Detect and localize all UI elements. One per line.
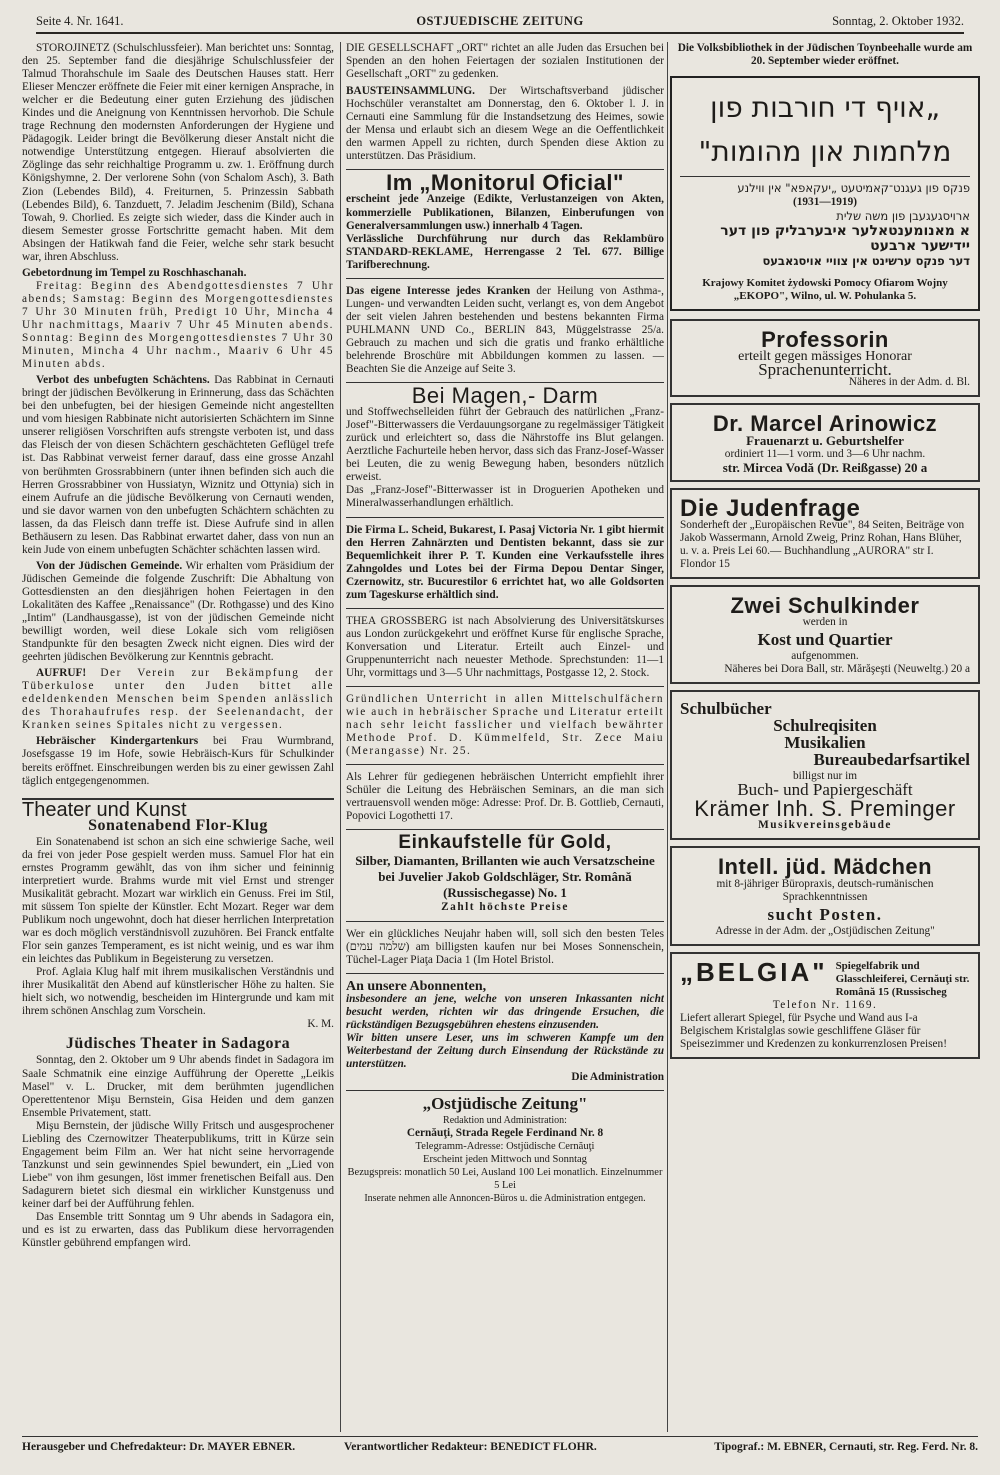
ad-line: werden in <box>802 615 848 628</box>
article-body: Das Rabbinat in Cernauti bringt der jüdischen Bevölkerung in Erinnerung, dass das Schächten bei den unbefugten, bei der hiesigen Gemeinde nicht angestellten und vom hiesigen Rabbinate nicht autorisierten Schächtern im Sinne unserer religiösen Vorschriften aufs strengste verboten ist, und dass das Fleisch der von diesen Schächtern geschächteten Geflügel trefe ist. Das Rabbinat verweist ferner darauf, dass eine grosse Anzahl von berühmten Grossrabbinern (unter ihnen befinden sich auch die Herren Grossrabbiner von Hussiatyn, Wiznitz und Ottynia) sich in einem Aufrufe an die jüdische Bevölkerung von Cernauti wenden, und sie davor warnen von den unbefugten Schächtern schächten zu lassen, da das Fleisch dann treffe ist. Diese Aufrufe sind in allen Bethäusern zu lesen. Das Rabbinat erwartet daher, dass von nun an kein Jude von einem unbefugten Schächter schächten lassen wird. <box>22 374 334 556</box>
page-number: Seite 4. Nr. 1641. <box>36 14 124 28</box>
ad-line: Frauenarzt u. Geburtshelfer <box>746 433 904 449</box>
ad-body: der Heilung von Asthma-, Lungen- und verwandten Leiden sucht, verlangt es, von dem Angebot der seit vielen Jahren bestehenden und bestens bekannten Firma PUHLMANN UND Co., BERLIN 843, Müggelstrasse 25/a. Gebrauch zu machen und sich die gratis und franko erhältliche belehrende Broschüre mit Abbildungen kommen zu lassen. — Beachten Sie die Anzeige auf Seite 3. <box>346 284 664 376</box>
hebrew-line: פנקס פון געגנט־קאמיטעט „יעקאפא" אין ווילנע <box>737 181 970 196</box>
ad-belgia <box>670 952 980 1059</box>
article-body: Ein Sonatenabend ist schon an sich eine schwierige Sache, weil da frei von jeder Pose gespielt werden muss. Samuel Flor hat ein ernstes Programm gewählt, das von ihm sicher und feininnig interpretiert wurde. Brahms wurde mit viel Ernst und strenger Musikalität gebracht. Mozart war wirklich ein Genuss. Frei im Stil, mit süssem Ton spielte der Künstler. Echt Mozart. Reger war dem Publikum noch ungewohnt, doch hat dieser herrlichen Interpretation war es doch möglich verständnisvoll zuzuhören. Bei Franck entfalte Flor sein ganzes Temperament, es ist nicht weinig, und es war ihm ein leichtes das Publikum in Begeisterung zu versetzen. <box>22 835 334 966</box>
ad-arinowicz <box>670 403 980 481</box>
article-body: Mişu Bernstein, der jüdische Willy Fritsch und ausgesprochener Liebling des Czernowitzer Theaterpublikums, tritt in Kürze sein Engagement beim Film an. Wer hat nicht seine hervorragende Tanzkunst und sein gewinnendes Spiel bewundert, ein „Lied von Liebe" von ihm gesungen, löst immer frenetischen Beifall aus. Den Sadagurern bietet sich diesmal ein wirklicher Kunstgenuss und keiner darf bei der Aufführung fehlen. <box>22 1119 334 1210</box>
ad-body: und Stoffwechselleiden führt der Gebrauch des natürlichen „Franz-Josef"-Bitterwassers die Verdauungsorgane zu regelmässiger Tätigkeit zurück und erleichtert so, dass die Nährstoffe ins Blut gelangen. Aerztliche Fachurteile heben hervor, dass sich das Franz-Josef-Wasser bei Leuten, die zu wenig Bewegung haben, besonders nützlich erweist. <box>346 406 664 484</box>
article-body: Der Verein zur Bekämpfung der Tüberkulose unter den Juden bittet alle edeldenkenden Menschen beim Spenden anlässlich des Thorahaufrufes resp. der Seelenandacht, der Kranken seines Spitales nicht zu vergessen. <box>22 667 334 732</box>
ad-line: Musikvereinsgebäude <box>758 819 892 832</box>
ad-heading: Das eigene Interesse jedes Kranken <box>346 284 531 297</box>
article-heading: AUFRUF! <box>36 667 87 680</box>
ad-line: aufgenommen. <box>791 649 859 662</box>
ad-line: str. Mircea Vodă (Dr. Reißgasse) 20 a <box>722 459 928 475</box>
article-body: Sonntag, den 2. Oktober um 9 Uhr abends findet in Sadagora im Saale Schmatnik eine einzige Aufführung der Operette „Leikis Masel" v. L. Drucker, mit dem berühmten jugendlichen Operettentenor Mişu Bernstein, Gisa Heiden und dem ganzen Ensemble Privatement, statt. <box>22 1054 334 1119</box>
hebrew-line: א מאנומענטאלער איבערבליק פון דער יידישער ארבעט <box>720 223 970 255</box>
column-1 <box>22 42 334 1434</box>
signature: K. M. <box>307 1018 334 1031</box>
ad-title: Professorin <box>761 327 889 353</box>
article-title: Jüdisches Theater in Sadagora <box>65 1035 291 1053</box>
ad-title: Einkaufstelle für Gold, <box>398 832 612 854</box>
signature: Das Präsidium. <box>406 150 476 163</box>
ad-body: Die Firma L. Scheid, Bukarest, I. Pasaj Victoria Nr. 1 gibt hiermit den Herren Zahnärzten und Dentisten bekannt, dass sie zur Bequemlichkeit ihrer P. T. Kunden eine Verkaufsstelle ihres Zahngoldes und Lotes bei der Firma Depou Dentar Singer, Czernowitz, str. Bucurestilor 6 errichtet hat, wo alle Goldsorten zum Tageskurse erhältlich sind. <box>346 523 664 601</box>
issue-date: Sonntag, 2. Oktober 1932. <box>832 14 964 28</box>
section-heading: Theater und Kunst <box>22 798 334 817</box>
article-body: Das Ensemble tritt Sonntag um 9 Uhr abends in Sadagora ein, und es ist zu erwarten, dass das Publikum diese hervorragenden Künstler gebührend empfangen wird. <box>22 1211 334 1250</box>
page-header <box>36 10 964 34</box>
ad-line: Näheres bei Dora Ball, str. Mărăşeşti (Neuweltg.) 20 a <box>724 663 970 676</box>
publisher: Krajowy Komitet żydowski Pomocy Ofiarom Wojny „EKOPO", Wilno, ul. W. Pohulanka 5. <box>702 277 948 303</box>
article-body: Prof. Aglaia Klug half mit ihrem musikalischen Verständnis und ihrer Musikalität den Abend auf künstlerischer Höhe zu halten. Sie hielt sich, wo notwendig, bescheiden im Hintergrunde und kam mit ihrem schönen Anschlag zum Vorschein. <box>22 966 334 1018</box>
footer-publisher: Herausgeber und Chefredakteur: Dr. MAYER EBNER. <box>22 1441 296 1453</box>
ad-title: Krämer Inh. S. Preminger <box>694 796 956 822</box>
ad-line: Näheres in der Adm. d. Bl. <box>848 376 970 389</box>
ad-body: THEA GROSSBERG ist nach Absolvierung des Universitätskurses aus London zurückgekehrt und eröffnet Kurse für englische Sprache, Konversation und Literatur. Erteilt auch Einzel- und Gruppenunterricht nach neuester Methode. Sprechstunden: 11—1 Uhr, vormittags und 3—5 Uhr nachmittags, Postgasse 12, 2. Stock. <box>346 614 664 679</box>
column-2 <box>346 42 664 1434</box>
ad-title: Im „Monitorul Oficial" <box>386 170 624 196</box>
hebrew-ad <box>670 76 980 311</box>
ad-tagline: Zahlt höchste Preise <box>441 901 569 914</box>
imprint-line: Erscheint jeden Mittwoch und Sonntag <box>423 1154 587 1166</box>
ad-professorin <box>670 319 980 397</box>
notice-heading: An unsere Abonnenten, <box>346 978 487 994</box>
ad-line: Schulbücher <box>680 699 772 719</box>
notice-heading: BAUSTEINSAMMLUNG. <box>346 85 475 98</box>
column-3 <box>670 42 980 1434</box>
ad-body: Sonderheft der „Europäischen Revue", 84 Seiten, Beiträge von Jakob Wassermann, Arnold Zweig, Prinz Rohan, Hans Blüher, u. v. a. Preis Lei 60.— Buchhandlung „AURORA" str I. Flondor 15 <box>680 518 965 570</box>
ad-line: Kost und Quartier <box>757 629 893 649</box>
imprint-line: Inserate nehmen alle Annoncen-Büros u. die Administration entgegen. <box>364 1193 646 1205</box>
signature: Die Administration <box>571 1071 664 1083</box>
imprint-line: Telegramm-Adresse: Ostjüdische Cernăuţi <box>415 1141 595 1153</box>
ad-line: billigst nur im <box>792 770 858 783</box>
article-heading: Gebetordnung im Tempel zu Roschhaschanah. <box>22 266 247 279</box>
paper-title: OSTJUEDISCHE ZEITUNG <box>416 14 584 28</box>
footer-editor: Verantwortlicher Redakteur: BENEDICT FLOHR. <box>344 1441 597 1453</box>
article-heading: Verbot des unbefugten Schächtens. <box>36 374 210 387</box>
ad-title: Intell. jüd. Mädchen <box>717 854 933 880</box>
ad-title: Dr. Marcel Arinowicz <box>712 411 938 437</box>
ad-body: Als Lehrer für gediegenen hebräischen Unterricht empfiehlt ihrer Schüler die Leitung des Hebräischen Seminars, an die man sich vertrauensvoll wenden möge: Adresse: Prof. Dr. B. Gottlieb, Cernauti, Popovici Logothetti 17. <box>346 771 664 823</box>
ad-line: erteilt gegen mässiges Honorar <box>738 349 912 365</box>
ad-title: Bei Magen,- Darm <box>411 383 599 409</box>
page-footer <box>22 1436 978 1461</box>
hebrew-line: ארויסגעגעבן פון משה שלית <box>836 209 970 224</box>
ad-line: Bureaubedarfsartikel <box>813 750 970 770</box>
ad-line: ordiniert 11—1 vorm. und 3—6 Uhr nachm. <box>724 447 926 460</box>
hebrew-years: (1931—1919) <box>792 196 857 209</box>
footer-printer: Tipograf.: M. EBNER, Cernauti, str. Reg. Ferd. Nr. 8. <box>714 1441 978 1453</box>
ad-maedchen <box>670 846 980 945</box>
article-body: Wir erhalten vom Präsidium der Jüdischen Gemeinde die folgende Zuschrift: Die Abhaltung von Gottesdiensten an den diesjährigen hohen Feiertagen in den Lokalitäten des Kaffee „Renaissance" (Dr. Rothgasse) und des Kino „Intim" (Landhausgasse), ist von der jüdischen Gemeinde nicht bewilligt worden, weil diese Lokale sich vom religiösen Standpunkte für den besagten Zweck nicht eignen. Dies wird der geehrten jüdischen Bevölkerung zur Kenntnis gebracht. <box>22 559 334 664</box>
ad-line: mit 8-jähriger Büropraxis, deutsch-rumänischen Sprachkenntnissen <box>716 877 934 903</box>
hebrew-title: „אויף די חורבות פון <box>710 91 940 125</box>
ad-line: sucht Posten. <box>767 904 883 924</box>
ad-title: Zwei Schulkinder <box>730 592 920 618</box>
ad-line: Telefon Nr. 1169. <box>772 998 878 1011</box>
article-body: bei Frau Wurmbrand, Josefsgasse 19 im Hofe, sowie Hebräisch-Kurs für Schulkinder bereits eröffnet. Einschreibungen werden bis zu einer gewissen Zahl täglich entgegengenommen. <box>22 735 334 787</box>
ad-line: Spiegelfabrik und Glasschleiferei, Cernăuţi str. Română 15 (Russischeg <box>835 959 970 998</box>
column-rule <box>667 42 668 1432</box>
hebrew-title: מלחמות און מהומות" <box>680 132 970 177</box>
notice-volksbibliothek: Die Volksbibliothek in der Jüdischen Toynbeehalle wurde am 20. September wieder eröffnet. <box>677 42 973 68</box>
ad-schulkinder <box>670 585 980 684</box>
ad-preminger <box>670 690 980 840</box>
article-storojinetz: STOROJINETZ (Schulschlussfeier). Man berichtet uns: Sonntag, den 25. September fand die diesjährige Schulschlussfeier der Talmud Thorahschule im Saale des Deutschen Hauses statt. Herr Elieser Menczer eröffnete die Feier mit einer kernigen Ansprache, in welcher er die Bedeutung einer guten Erziehung des jüdischen Kindes und die Aneignung von Kenntnissen hervorhob. Die Schule trage Rechnung den modernsten Anforderungen der Hygiene und Pädagogik. Leider bringt die Bevölkerung dieser Anstalt nicht die notwendige Unterstützung entgegen. Hierauf absolvierten die Zöglinge das sehr reichhaltige Programm u. zw. 1. Eröffnung durch Königshymne, 2. Der verlorene Sohn (von Schalom Asch), 3. Bath Zion (Lebendes Bild), 4. Freiturnen, 5. Prinzessin Sabbath (Lebendes Bild), 6. Tanzduett, 7. Jeladim Jeschenim (Bild), Schana Towah, 9. Chorlied. Es zeigte sich wieder, dass die Kinder auch in diesem Semester grosse Fortschritte gemacht haben. Mit dem Absingen der Hatikwah fand die Feier, welche sehr stark besucht war, ihren Abschluss. <box>22 42 334 263</box>
ad-line: Musikalien <box>784 733 866 753</box>
article-body: Freitag: Beginn des Abendgottesdienstes 7 Uhr abends; Samstag: Beginn des Morgengottesdienstes 7 Uhr 30 Minuten früh, Predigt 10 Uhr, Mincha 4 Uhr nachmittags, Maariv 7 Uhr 45 Minuten abends. Sonntag: Beginn des Morgengottesdienstes 7 Uhr 30 Minuten, Mincha 4 Uhr nachm., Maariv 6 Uhr 45 Minuten abds. <box>22 279 334 371</box>
notice-body: Der Wirtschaftsverband jüdischer Hochschüler veranstaltet am Donnerstag, den 6. Oktober l. J. in Cernauti eine Sammlung für die Instandsetzung des Heimes, sowie der Mensa und erlaubt sich an diesem Wege an die Oeffentlichkeit den warmen Appell zu richten, durch Spenden diese Aktion zu unterstützen. <box>346 85 664 163</box>
notice-body: Wir bitten unsere Leser, uns im schweren Kampfe um den Weiterbestand der Zeitung durch Einsendung der Rückstände zu unterstützen. <box>346 1031 664 1070</box>
article-heading: Hebräischer Kindergartenkurs <box>36 735 199 748</box>
ad-title: Die Judenfrage <box>680 494 861 522</box>
ad-body: Das „Franz-Josef"-Bitterwasser ist in Droguerien Apotheken und Mineralwasserhandlungen erhältlich. <box>346 484 664 510</box>
ad-judenfrage <box>670 488 980 579</box>
ad-body: Verlässliche Durchführung nur durch das Reklambüro STANDARD-REKLAME, Herrengasse 2 Tel. 677. Billige Tarifberechnung. <box>346 232 664 271</box>
notice-body: insbesondere an jene, welche von unseren Inkassanten nicht besucht werden, richten wir das dringende Ersuchen, die rückständigen Bezugsgebühren ehestens einzusenden. <box>346 992 664 1031</box>
ad-line: Schulreqisiten <box>773 716 877 736</box>
hebrew-line: דער פנקס ערשינט אין צוויי אויסגאבעס <box>762 254 970 269</box>
article-title: Sonatenabend Flor-Klug <box>88 816 268 834</box>
ad-line: Sprachenunterricht. <box>758 360 892 380</box>
notice-ort: DIE GESELLSCHAFT „ORT" richtet an alle Juden das Ersuchen bei Spenden an den hohen Feiertagen der sozialen Institutionen der Gesellschaft „ORT" zu gedenken. <box>346 42 664 81</box>
ad-body: Gründlichen Unterricht in allen Mittelschulfächern wie auch in hebräischer Sprache und Literatur erteilt nach sehr leicht fasslicher und vielfach bewährter Methode Prof. D. Kümmelfeld, Str. Zece Maiu (Merangasse) Nr. 25. <box>346 693 664 758</box>
ad-body: Wer ein glückliches Neujahr haben will, soll sich den besten Teles (שלמה עמים) am billigsten kaufen nur bei Moses Sonnenschein, Tüchel-Lager Piaţa Dacia 1 (Im Hotel Bristol. <box>346 927 664 966</box>
ad-body: Silber, Diamanten, Brillanten wie auch Versatzscheine bei Juvelier Jakob Goldschläger, Str. Română (Russischegasse) No. 1 <box>355 853 655 901</box>
imprint-line: Bezugspreis: monatlich 50 Lei, Ausland 100 Lei monatlich. Einzelnummer 5 Lei <box>347 1167 663 1192</box>
ad-body: Liefert allerart Spiegel, für Psyche und Wand aus I-a Belgischem Kristalglas sowie geschliffene Gläser für Speisezimmer und Kredenzen zu konkurrenzlosen Preisen! <box>680 1011 947 1050</box>
column-rule <box>340 42 341 1432</box>
imprint-title: „Ostjüdische Zeitung" <box>422 1094 588 1114</box>
ad-title: „BELGIA" <box>680 956 828 987</box>
ad-line: Adresse in der Adm. der „Ostjüdischen Zeitung" <box>715 924 935 937</box>
ad-line: Buch- und Papiergeschäft <box>737 780 913 800</box>
ad-body: erscheint jede Anzeige (Edikte, Verlustanzeigen von Akten, kommerzielle Publikationen, Bilanzen, Einberufungen von Generalversammlungen usw.) innerhalb 4 Tagen. <box>346 193 664 232</box>
imprint-line: Redaktion und Administration: <box>443 1115 567 1127</box>
imprint-line: Cernăuţi, Strada Regele Ferdinand Nr. 8 <box>406 1127 604 1140</box>
article-heading: Von der Jüdischen Gemeinde. <box>36 559 183 572</box>
